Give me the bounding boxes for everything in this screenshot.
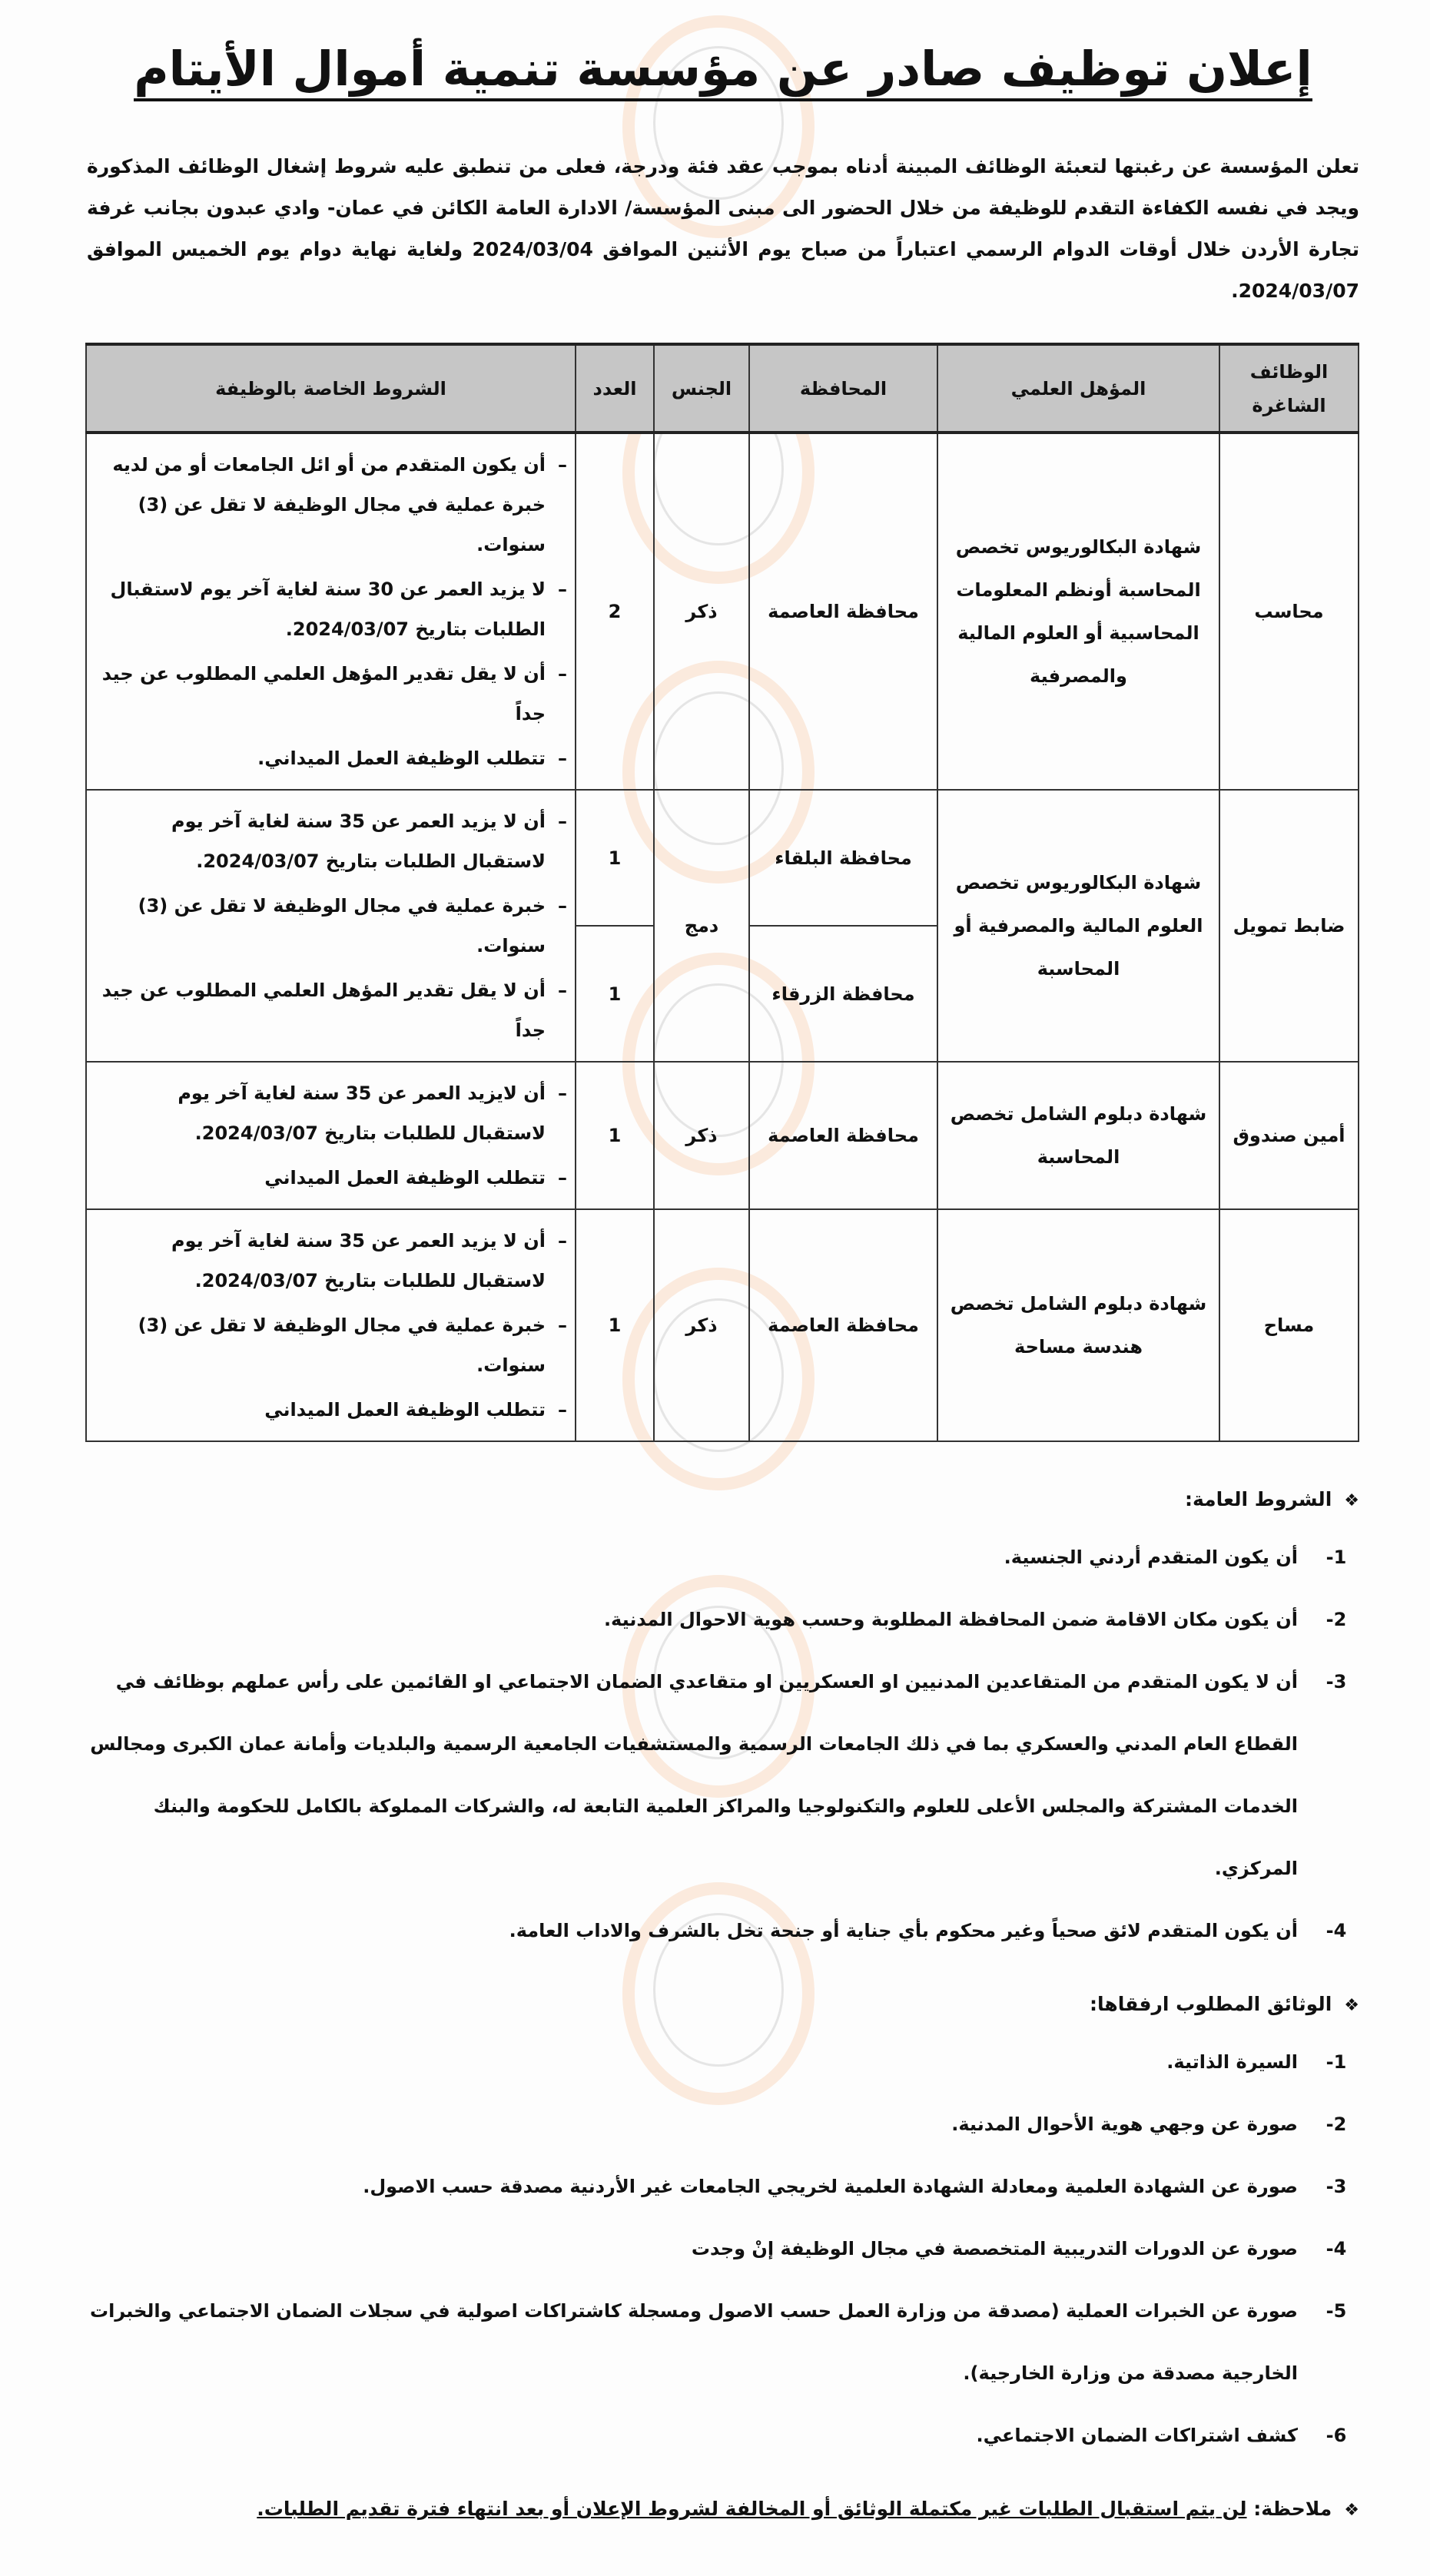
condition-item: – أن لايزيد العمر عن 35 سنة لغاية آخر يوم لاستقبال للطلبات بتاريخ 2024/03/07. xyxy=(95,1073,567,1153)
qualification-cell: شهادة البكالوريوس تخصص المحاسبة أونظم المعلومات المحاسبية أو العلوم المالية والمصرفية xyxy=(937,433,1219,790)
gender-cell: ذكر xyxy=(654,1062,749,1209)
conditions-cell xyxy=(86,790,576,1062)
table-row xyxy=(86,1062,1359,1209)
governorate-cell: محافظة العاصمة xyxy=(749,1062,937,1209)
table-row xyxy=(86,433,1359,790)
governorate-cell: محافظة البلقاء xyxy=(749,790,937,926)
note-label: ملاحظة: xyxy=(1253,2498,1332,2520)
job-cell: محاسب xyxy=(1219,433,1359,790)
count-cell: 1 xyxy=(576,926,654,1062)
count-cell: 1 xyxy=(576,790,654,926)
condition-item: – تتطلب الوظيفة العمل الميداني xyxy=(95,1158,567,1198)
gender-cell: دمج xyxy=(654,790,749,1062)
note-text: لن يتم استقبال الطلبات غير مكتملة الوثائق أو المخالفة لشروط الإعلان أو بعد انتهاء فترة تقديم الطلبات. xyxy=(257,2498,1247,2520)
header-conditions: الشروط الخاصة بالوظيفة xyxy=(86,344,576,433)
job-cell: ضابط تمويل xyxy=(1219,790,1359,1062)
header-qualification: المؤهل العلمي xyxy=(937,344,1219,433)
document-item: 5- صورة عن الخبرات العملية (مصدقة من وزارة العمل حسب الاصول ومسجلة كاشتراكات اصولية في سجلات الضمان الاجتماعي والخبرات الخارجية مصدقة من وزارة الخارجية). xyxy=(90,2300,1347,2384)
general-conditions-heading: ❖الشروط العامة: xyxy=(1185,1488,1359,1510)
general-condition-item: 2- أن يكون مكان الاقامة ضمن المحافظة المطلوبة وحسب هوية الاحوال المدنية. xyxy=(603,1609,1347,1630)
header-job: الوظائف الشاغرة xyxy=(1219,344,1359,433)
table-header-row xyxy=(86,344,1359,433)
jobs-table xyxy=(85,343,1359,1442)
general-condition-item: 3- أن لا يكون المتقدم من المتقاعدين المدنيين او العسكريين او متقاعدي الضمان الاجتماعي او القائمين على رأس عملهم بوظائف في القطاع العام المدني والعسكري بما في ذلك الجامعات الرسمية والمستشفيات الجامعية الرسمية والبلديات وأمانة عمان الكبرى ومجالس الخدمات المشتركة والمجلس الأعلى للعلوم والتكنولوجيا والمراكز العلمية التابعة له، والشركات المملوكة بالكامل للحكومة والبنك المركزي. xyxy=(90,1671,1347,1879)
qualification-cell: شهادة دبلوم الشامل تخصص هندسة مساحة xyxy=(937,1209,1219,1441)
intro-line: خلال الحضور الى مبنى المؤسسة/ الادارة العامة الكائن في عمان- وادي عبدون بجانب غرفة تجارة الأردن خلال أوقات الدوام الرسمي اعتباراً من صباح يوم الأثنين الموافق xyxy=(87,197,1359,260)
document-item: 3- صورة عن الشهادة العلمية ومعادلة الشهادة العلمية لخريجي الجامعات غير الأردنية مصدقة حسب الاصول. xyxy=(363,2176,1347,2197)
gender-cell: ذكر xyxy=(654,1209,749,1441)
header-count: العدد xyxy=(576,344,654,433)
condition-item: – لا يزيد العمر عن 30 سنة لغاية آخر يوم لاستقبال الطلبات بتاريخ 2024/03/07. xyxy=(95,569,567,649)
page-title: إعلان توظيف صادر عن مؤسسة تنمية أموال الأيتام xyxy=(87,38,1359,100)
table-row xyxy=(86,1209,1359,1441)
conditions-cell xyxy=(86,1062,576,1209)
general-condition-item: 4- أن يكون المتقدم لائق صحياً وغير محكوم بأي جناية أو جنحة تخل بالشرف والاداب العامة. xyxy=(509,1920,1347,1941)
job-cell: أمين صندوق xyxy=(1219,1062,1359,1209)
gender-cell: ذكر xyxy=(654,433,749,790)
note xyxy=(87,2490,1359,2530)
table-row xyxy=(86,790,1359,926)
condition-item: – تتطلب الوظيفة العمل الميداني xyxy=(95,1390,567,1430)
condition-item: – أن لا يقل تقدير المؤهل العلمي المطلوب عن جيد جداً xyxy=(95,654,567,734)
diamond-bullet-icon: ❖ xyxy=(1344,1491,1359,1510)
header-governorate: المحافظة xyxy=(749,344,937,433)
governorate-cell: محافظة العاصمة xyxy=(749,1209,937,1441)
documents-heading: ❖الوثائق المطلوب ارفقاها: xyxy=(1090,1993,1359,2015)
documents-section xyxy=(87,1985,1359,2467)
conditions-cell xyxy=(86,1209,576,1441)
job-cell: مساح xyxy=(1219,1209,1359,1441)
condition-item: – أن لا يزيد العمر عن 35 سنة لغاية آخر يوم لاستقبال للطلبات بتاريخ 2024/03/07. xyxy=(95,1221,567,1301)
governorate-cell: محافظة الزرقاء xyxy=(749,926,937,1062)
intro-line: تعلن المؤسسة عن رغبتها لتعبئة الوظائف المبينة أدناه بموجب عقد فئة ودرجة، فعلى من تنطبق عليه شروط إشغال الوظائف المذكورة ويجد في نفسه الكفاءة التقدم للوظيفة من xyxy=(87,155,1360,219)
count-cell: 1 xyxy=(576,1209,654,1441)
intro-line: 2024/03/04 ولغاية نهاية دوام يوم الخميس الموافق 2024/03/07. xyxy=(87,238,1359,302)
qualification-cell: شهادة دبلوم الشامل تخصص المحاسبة xyxy=(937,1062,1219,1209)
intro-paragraph xyxy=(87,146,1359,312)
general-conditions-section xyxy=(87,1480,1359,1962)
header-gender: الجنس xyxy=(654,344,749,433)
condition-item: – أن لا يزيد العمر عن 35 سنة لغاية آخر يوم لاستقبال الطلبات بتاريخ 2024/03/07. xyxy=(95,801,567,881)
condition-item: – أن لا يقل تقدير المؤهل العلمي المطلوب عن جيد جداً xyxy=(95,970,567,1050)
document-item: 1- السيرة الذاتية. xyxy=(1166,2051,1347,2073)
conditions-cell xyxy=(86,433,576,790)
document-item: 2- صورة عن وجهي هوية الأحوال المدنية. xyxy=(951,2114,1347,2135)
condition-item: – أن يكون المتقدم من أو ائل الجامعات أو من لديه خبرة عملية في مجال الوظيفة لا تقل عن (3) سنوات. xyxy=(95,445,567,565)
qualification-cell: شهادة البكالوريوس تخصص العلوم المالية والمصرفية أو المحاسبة xyxy=(937,790,1219,1062)
document-item: 4- صورة عن الدورات التدريبية المتخصصة في مجال الوظيفة إنْ وجدت xyxy=(691,2238,1347,2259)
condition-item: – تتطلب الوظيفة العمل الميداني. xyxy=(95,738,567,778)
document-item: 6- كشف اشتراكات الضمان الاجتماعي. xyxy=(976,2425,1347,2446)
general-condition-item: 1- أن يكون المتقدم أردني الجنسية. xyxy=(1004,1547,1347,1568)
condition-item: – خبرة عملية في مجال الوظيفة لا تقل عن (3) سنوات. xyxy=(95,1305,567,1385)
count-cell: 1 xyxy=(576,1062,654,1209)
condition-item: – خبرة عملية في مجال الوظيفة لا تقل عن (3) سنوات. xyxy=(95,886,567,966)
governorate-cell: محافظة العاصمة xyxy=(749,433,937,790)
diamond-bullet-icon: ❖ xyxy=(1344,1996,1359,2015)
diamond-bullet-icon: ❖ xyxy=(1344,2501,1359,2520)
count-cell: 2 xyxy=(576,433,654,790)
